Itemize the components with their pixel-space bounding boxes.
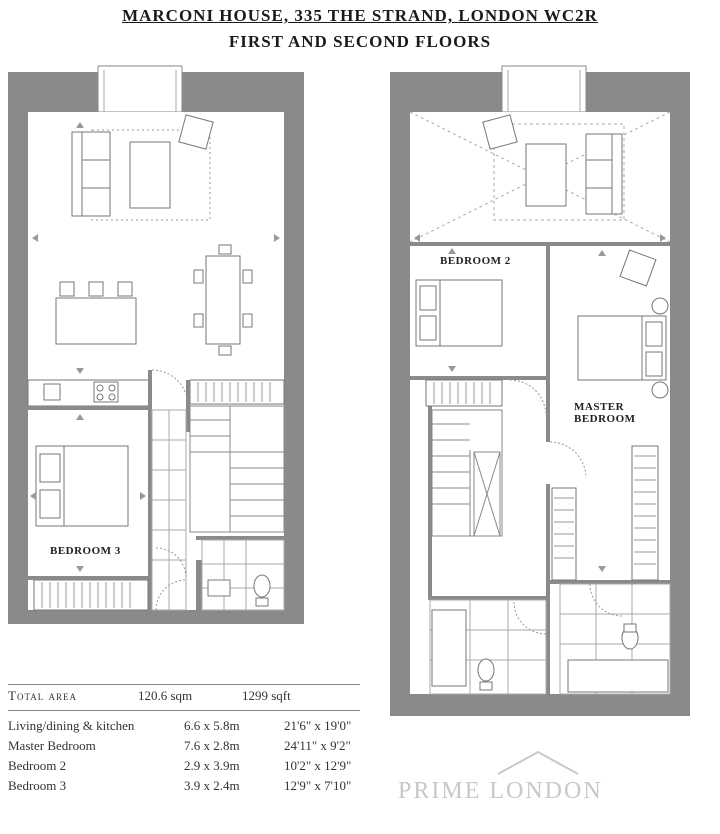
room-name: Master Bedroom [8,738,96,753]
first-floor-wall-bath [196,536,284,540]
bedroom-3-label: BEDROOM 3 [50,545,121,557]
bedroom-2-bed-icon [416,280,502,346]
master-wardrobe-right [632,446,658,580]
second-floor-wall-left [390,72,410,716]
second-floor-wall-c [410,376,546,380]
sink-icon [44,384,60,400]
void-table [526,144,566,206]
first-floor-wall-right [284,72,304,624]
second-floor-wall-g [550,580,670,584]
door-swing [510,380,546,416]
total-area-label: Total area [8,688,77,703]
master-bed-icon [578,298,668,398]
second-floor-wall-f [428,596,550,600]
bathtub-icon [568,660,668,692]
sofa-icon [72,132,110,216]
second-floor-wall-right [670,72,690,716]
door-swing [156,548,186,578]
second-floor-wall-a [410,242,670,246]
first-floor-window [98,66,182,112]
room-row [8,758,360,776]
room-row [8,738,360,756]
second-floor-stairs [432,410,502,536]
door-swing [590,584,622,616]
second-floor-wall-d [428,406,432,596]
room-name: Living/dining & kitchen [8,718,135,733]
first-floor-toilet-icon [254,575,270,606]
bedroom-2-wardrobe [426,380,502,406]
first-floor-wall-bottom [8,610,304,624]
kitchen-island-icon [56,282,136,344]
first-floor-wall-stair-left [148,370,152,610]
room-metric: 3.9 x 2.4m [184,778,240,793]
first-floor-wall-left [8,72,28,624]
room-name: Bedroom 2 [8,758,67,773]
bedroom-3-bed-icon [36,446,128,526]
shower-icon [432,610,466,686]
first-floor-wall-bath-left [196,560,202,610]
first-floor-stairs [190,406,284,532]
master-bedroom-label-2: BEDROOM [574,413,636,425]
brand-roof-icon [498,752,578,774]
floors-subtitle: FIRST AND SECOND FLOORS [228,32,492,51]
area-rule-top [8,684,360,685]
second-floor-window [502,66,586,112]
total-area-row [8,688,360,706]
second-floor-wall-bottom [390,694,690,716]
room-name: Bedroom 3 [8,778,67,793]
total-area-sqft: 1299 sqft [242,688,291,703]
property-title: MARCONI HOUSE, 335 THE STRAND, LONDON WC2R [122,6,598,25]
room-row [8,718,360,736]
first-floor-wall-bedroom-3 [28,576,148,580]
second-floor-wall-e [546,484,550,694]
door-swing [550,442,586,478]
room-imperial: 24'11" x 9'2" [284,738,351,753]
brand-logo: PRIME LONDON [398,778,603,804]
area-rule-bottom [8,710,360,711]
master-chair-icon [620,250,656,286]
door-swing [514,602,546,634]
total-area-sqm: 120.6 sqm [138,688,193,703]
door-swing [156,580,186,610]
room-row [8,778,360,796]
room-imperial: 21'6" x 19'0" [284,718,352,733]
bedroom-3-wardrobe [34,580,148,610]
second-floor-wall-b [546,242,550,442]
master-bedroom-label-1: MASTER [574,401,625,413]
room-metric: 6.6 x 5.8m [184,718,240,733]
room-imperial: 12'9" x 7'10" [284,778,352,793]
first-floor-wall-mid [28,406,152,410]
room-metric: 2.9 x 3.9m [184,758,240,773]
coffee-table [130,142,170,208]
bedroom-2-label: BEDROOM 2 [440,255,511,267]
first-floor-basin-icon [208,580,230,596]
room-metric: 7.6 x 2.8m [184,738,240,753]
room-imperial: 10'2" x 12'9" [284,758,352,773]
void-sofa-icon [586,134,622,214]
